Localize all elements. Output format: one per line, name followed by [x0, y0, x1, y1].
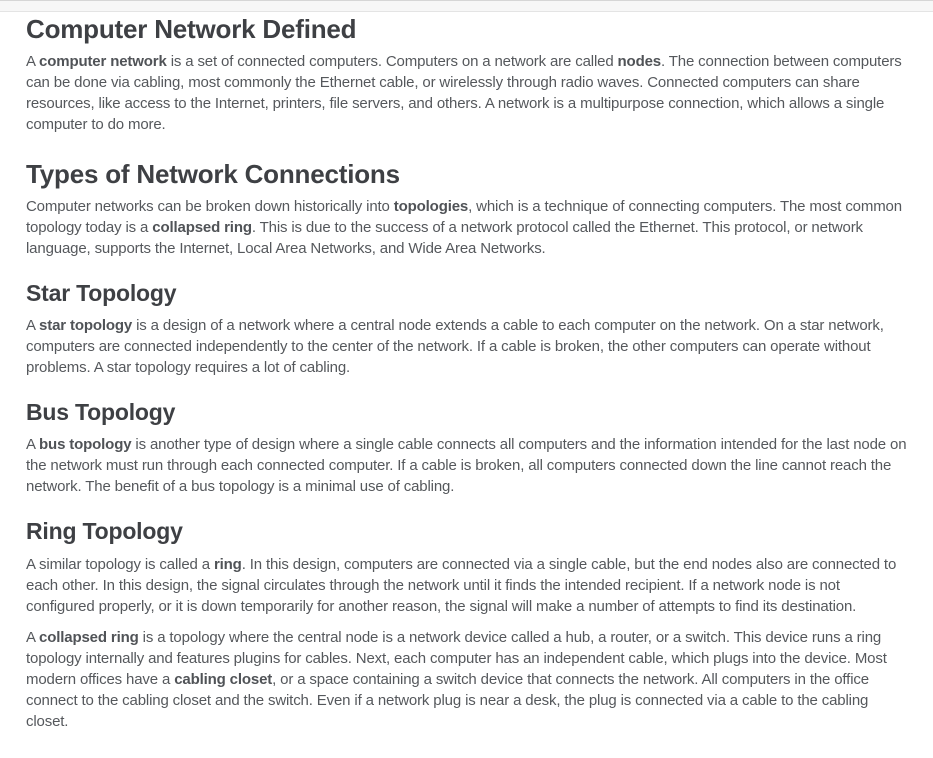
bold-term: computer network [39, 53, 167, 71]
paragraph: A collapsed ring is a topology where the central node is a network device called a hub, a router, or a switch. This device runs a ring topology internally and features plugins for cables. Next, each computer has an independent cable, which plugs into the device. Most modern offices have a cabling closet, or a space containing a switch device that connects the network. All computers in the office connect to the cabling closet and the switch. Even if a network plug is near a desk, the plug is connected via a cable to the cabling closet. [26, 628, 887, 730]
section-heading-computer-network-defined: Computer Network Defined [26, 14, 357, 44]
section-heading-types-of-network-connections: Types of Network Connections [26, 159, 400, 190]
paragraph: A bus topology is another type of design where a single cable connects all computers and the information intended for the last node on the network must run through each connected computer. If a cable is broken, all computers connected down the line cannot reach the network. The benefit of a bus topology is a minimal use of cabling. [26, 436, 907, 496]
bold-term: cabling closet [174, 670, 273, 688]
paragraph: Computer networks can be broken down historically into topologies, which is a technique of connecting computers. The most common topology today is a collapsed ring. This is due to the success of a network protocol called the Ethernet. This protocol, or network language, supports the Internet, Local Area Networks, and Wide Area Networks. [26, 198, 902, 258]
section-heading-ring-topology: Ring Topology [26, 518, 183, 545]
paragraph: A similar topology is called a ring. In this design, computers are connected via a single cable, but the end nodes also are connected to each other. In this design, the signal circulates through the network until it finds the intended recipient. If a network node is not configured properly, or it is down temporarily for another reason, the signal will make a number of attempts to find its destination. [26, 555, 897, 615]
bold-term: collapsed ring [152, 219, 252, 237]
paragraph: A computer network is a set of connected computers. Computers on a network are called nodes. The connection between computers can be done via cabling, most commonly the Ethernet cable, or wirelessly through radio waves. Connected computers can share resources, like access to the Internet, printers, file servers, and others. A network is a multipurpose connection, which allows a single computer to do more. [26, 53, 902, 134]
bold-term: topologies [393, 198, 469, 216]
bold-term: ring [213, 555, 242, 573]
section-heading-star-topology: Star Topology [26, 280, 177, 307]
bold-term: collapsed ring [39, 628, 139, 646]
bold-term: star topology [39, 317, 133, 335]
section-heading-bus-topology: Bus Topology [26, 399, 176, 426]
bold-term: bus topology [39, 436, 132, 454]
article-content [0, 14, 933, 758]
browser-top-strip [0, 0, 933, 12]
paragraph: A star topology is a design of a network where a central node extends a cable to each computer on the network. On a star network, computers are connected independently to the center of the network. If a cable is broken, the other computers can operate without problems. A star topology requires a lot of cabling. [26, 317, 884, 377]
bold-term: nodes [617, 53, 661, 71]
